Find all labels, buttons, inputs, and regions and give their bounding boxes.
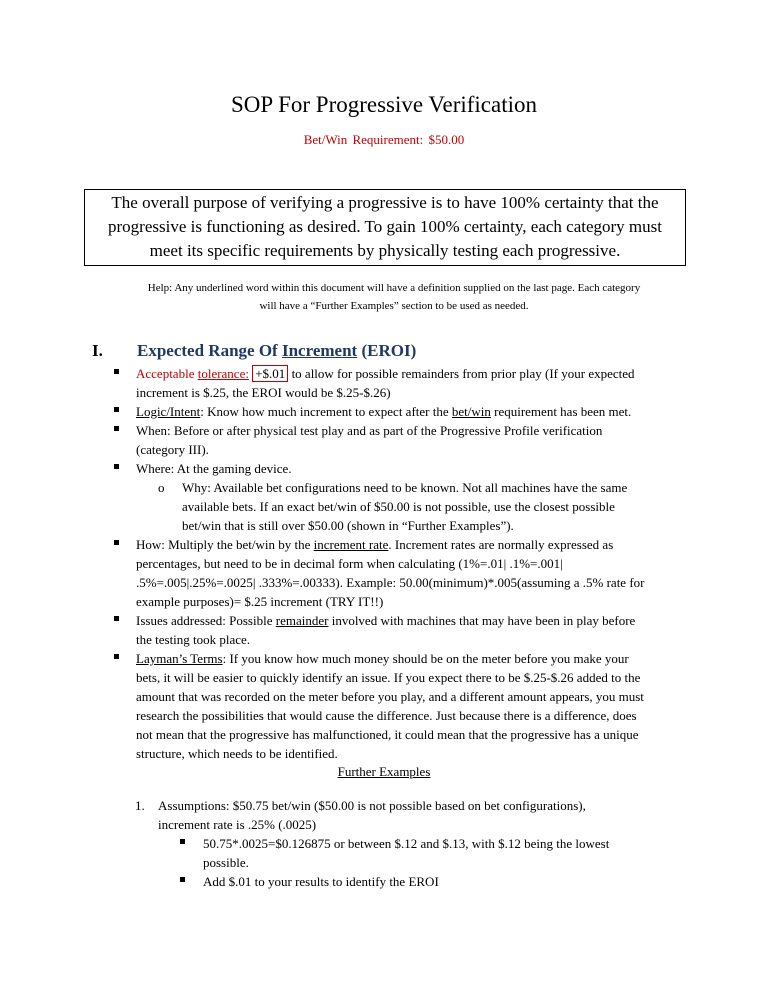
laymans-text-6: structure, which needs to be identified.	[136, 746, 338, 761]
bet-win-link[interactable]: bet/win	[451, 404, 491, 419]
purpose-line: progressive is functioning as desired. To gain 100% certainty, each category must	[108, 217, 662, 236]
example-number: 1.	[135, 798, 145, 813]
bullet-laymans-terms	[110, 649, 682, 763]
section-title-pre: Expected Range Of	[137, 341, 282, 360]
further-examples-heading	[0, 764, 768, 780]
add-text: Add $.01 to your results to identify the EROI	[203, 874, 439, 889]
example-item-1	[135, 796, 695, 834]
tolerance-value: +$.01	[252, 365, 288, 382]
logic-text: : Know how much increment to expect after the	[200, 404, 452, 419]
calc-text: 50.75*.0025=$0.126875 or between $.12 and $.13, with $.12 being the lowest	[203, 836, 610, 851]
why-text-3: bet/win that is still over $50.00 (shown in “Further Examples”).	[182, 518, 514, 533]
section-title-post: (EROI)	[357, 341, 417, 360]
bullet-icon	[180, 839, 185, 844]
section-bullets	[110, 364, 682, 763]
bullet-icon	[114, 369, 119, 374]
tolerance-pre: Acceptable	[136, 366, 198, 381]
bullet-where	[110, 459, 682, 478]
how-text: . Increment rates are normally expressed as	[388, 537, 614, 552]
help-note	[96, 279, 692, 315]
how-text-4: example purposes)= $.25 increment (TRY IT!!)	[136, 594, 384, 609]
why-text: Why: Available bet configurations need to be known. Not all machines have the same	[182, 480, 628, 495]
issues-text: involved with machines that may have been in play before	[328, 613, 636, 628]
logic-text-end: requirement has been met.	[490, 404, 632, 419]
how-pre: How: Multiply the bet/win by the	[136, 537, 314, 552]
document-title: SOP For Progressive Verification	[230, 92, 537, 117]
calc-text-2: possible.	[203, 855, 249, 870]
bullet-how	[110, 535, 682, 611]
example-text: Assumptions: $50.75 bet/win ($50.00 is not possible based on bet configurations),	[158, 798, 586, 813]
further-examples-title: Further Examples	[337, 764, 431, 779]
laymans-text-5: not mean that the progressive has malfunctioned, it could mean that the progressive has a unique	[136, 727, 639, 742]
laymans-text: : If you know how much money should be on the meter before you make your	[222, 651, 629, 666]
bullet-tolerance	[110, 364, 682, 402]
example-text-2: increment rate is .25% (.0025)	[158, 817, 317, 832]
purpose-line: The overall purpose of verifying a progressive is to have 100% certainty that the	[111, 193, 659, 212]
bullet-icon	[114, 540, 119, 545]
bullet-icon	[180, 877, 185, 882]
bullet-icon	[114, 407, 119, 412]
bullet-icon	[114, 426, 119, 431]
tolerance-text-2: increment is $.25, the EROI would be $.25-$.26)	[136, 385, 391, 400]
section-title-link[interactable]: Increment	[281, 341, 358, 360]
further-examples-list	[135, 796, 695, 891]
bullet-icon	[114, 464, 119, 469]
circle-bullet-icon: o	[158, 480, 165, 495]
tolerance-text: to allow for possible remainders from prior play (If your expected	[288, 366, 635, 381]
laymans-text-3: amount that was recorded on the meter before you play, and a different amount appears, you must	[136, 689, 644, 704]
remainder-link[interactable]: remainder	[275, 613, 329, 628]
bullet-issues	[110, 611, 682, 649]
purpose-line: meet its specific requirements by physically testing each progressive.	[149, 241, 621, 260]
section-number: I.	[92, 341, 103, 360]
help-line: Help: Any underlined word within this document will have a definition supplied on the last page. Each category	[147, 282, 641, 294]
example-sub-bullet-calc	[135, 834, 695, 872]
bullet-when	[110, 421, 682, 459]
bet-win-requirement: Bet/Win Requirement: $50.00	[303, 132, 465, 147]
tolerance-link[interactable]: tolerance:	[197, 366, 249, 381]
increment-rate-link[interactable]: increment rate	[313, 537, 389, 552]
purpose-box	[84, 189, 686, 266]
issues-text-2: the testing took place.	[136, 632, 251, 647]
section-title	[137, 341, 416, 361]
when-text-2: (category III).	[136, 442, 209, 457]
laymans-text-2: bets, it will be easier to quickly identify an issue. If you expect there to be $.25-$.26 added to the	[136, 670, 641, 685]
where-text: Where: At the gaming device.	[136, 461, 292, 476]
example-sub-bullet-add	[135, 872, 695, 891]
when-text: When: Before or after physical test play and as part of the Progressive Profile verification	[136, 423, 603, 438]
how-text-2: percentages, but need to be in decimal form when calculating (1%=.01| .1%=.001|	[136, 556, 563, 571]
issues-pre: Issues addressed: Possible	[136, 613, 276, 628]
logic-intent-link[interactable]: Logic/Intent	[136, 404, 201, 419]
why-text-2: available bets. If an exact bet/win of $50.00 is not possible, use the closest possible	[182, 499, 615, 514]
bullet-icon	[114, 616, 119, 621]
sub-bullet-why	[110, 478, 682, 535]
laymans-text-4: research the possibilities that would cause the difference. Just because there is a difference, does	[136, 708, 637, 723]
how-text-3: .5%=.005|.25%=.0025| .333%=.00333). Example: 50.00(minimum)*.005(assuming a .5% rate for	[136, 575, 645, 590]
bullet-icon	[114, 654, 119, 659]
laymans-terms-link[interactable]: Layman’s Terms	[136, 651, 223, 666]
bullet-logic	[110, 402, 682, 421]
help-line: will have a “Further Examples” section to be used as needed.	[259, 300, 529, 312]
